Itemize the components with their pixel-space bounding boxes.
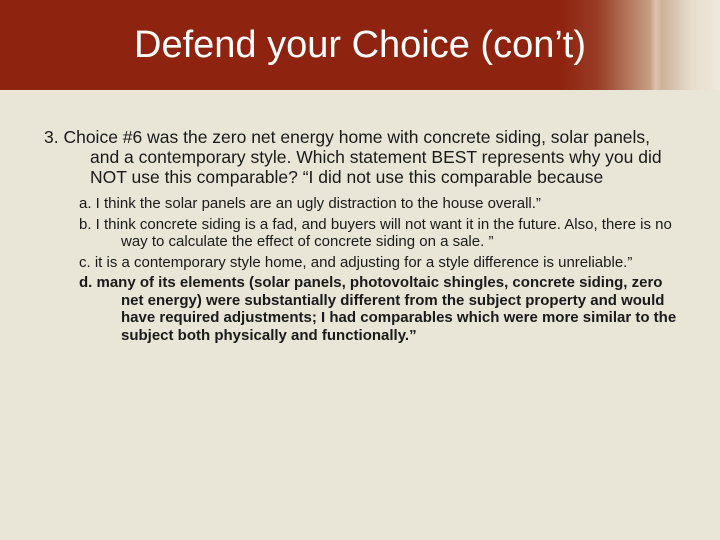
answer-option-b: b. I think concrete siding is a fad, and buyers will not want it in the future. Also, there is no way to calculate the effect of concrete siding on a sale. ” — [79, 215, 672, 250]
answer-option-c: c. it is a contemporary style home, and adjusting for a style difference is unreliable.” — [79, 253, 633, 271]
answer-option-a: a. I think the solar panels are an ugly distraction to the house overall.” — [79, 195, 541, 212]
answer-list — [79, 195, 689, 344]
slide-title: Defend your Choice (con’t) — [134, 24, 586, 66]
slide-content — [0, 127, 720, 347]
answer-option-d: d. many of its elements (solar panels, photovoltaic shingles, concrete siding, zero net energy) were substantially different from the subject property and would have required adjustments; I had comparables which were more similar to the subject both physically and functionally.” — [79, 274, 677, 344]
question-text: 3. Choice #6 was the zero net energy home with concrete siding, solar panels, and a contemporary style. Which statement BEST represents why you did NOT use this comparable? “I did not use this comparable because — [44, 127, 662, 187]
